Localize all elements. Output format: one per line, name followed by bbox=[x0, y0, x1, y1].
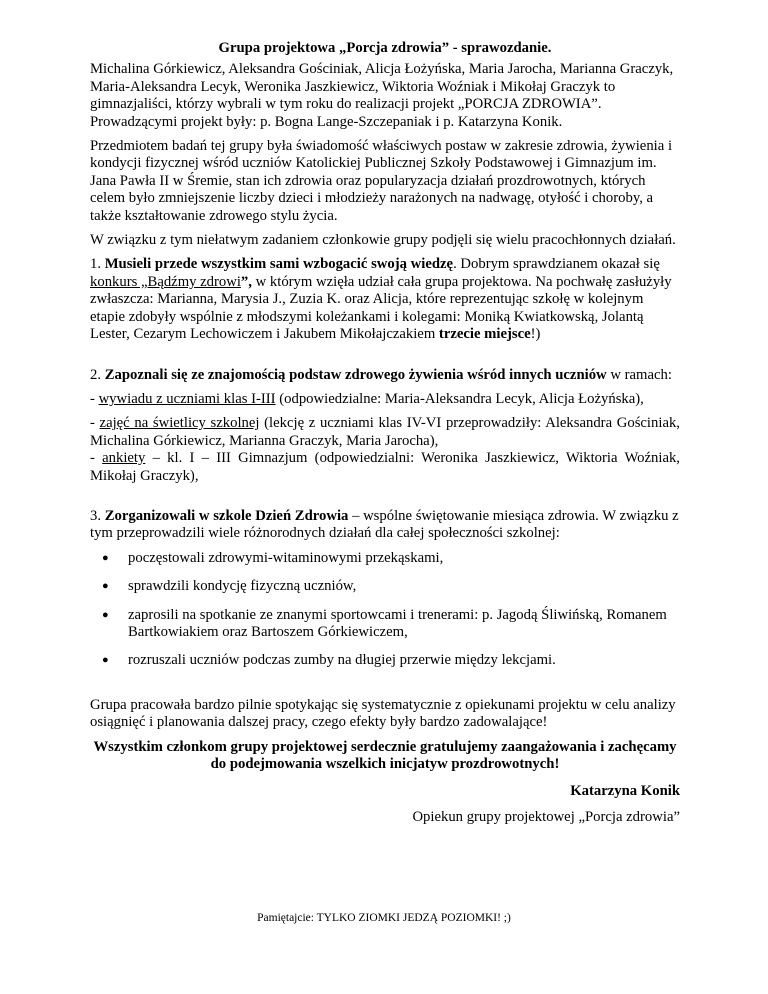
spacer bbox=[90, 681, 680, 697]
survey-link[interactable]: ankiety bbox=[102, 450, 146, 467]
section-3 bbox=[90, 508, 680, 543]
page-title: Grupa projektowa „Porcja zdrowia” - sprawozdanie. bbox=[218, 40, 552, 56]
section-1 bbox=[90, 256, 680, 343]
section-3-number: 3. bbox=[90, 507, 105, 524]
section-2-number: 2. bbox=[90, 366, 105, 383]
bullet-icon: ● bbox=[102, 654, 109, 667]
subject-paragraph: Przedmiotem badań tej grupy była świadomość właściwych postaw w zakresie zdrowia, żywienia i kondycji fizycznej wśród uczniów Katolickiej Publicznej Szkoły Podstawowej i Gimnazjum im. Jana Pawła II w Śremie, stan ich zdrowia oraz popularyzacja działań prozdrowotnych, których celem było zmniejszenie liczby dzieci i młodzieży narażonych na nadwagę, otyłość i choroby, a także kształtowanie zdrowego stylu życia. bbox=[90, 138, 673, 224]
section-1-heading: Musieli przede wszystkim sami wzbogacić swoją wiedzę bbox=[104, 256, 454, 273]
list-item bbox=[90, 578, 680, 595]
item-dash: - bbox=[90, 415, 100, 432]
section-1-quote-close: ”, bbox=[240, 273, 252, 290]
list-item bbox=[90, 550, 680, 567]
signature-role: Opiekun grupy projektowej „Porcja zdrowia” bbox=[412, 808, 680, 825]
list-item-text: rozruszali uczniów podczas zumby na długiej przerwie między lekcjami. bbox=[128, 652, 556, 669]
section-1-text-a: . Dobrym sprawdzianem okazał się bbox=[453, 256, 660, 273]
section-2-item-interview bbox=[90, 391, 680, 408]
section-1-text-c: !) bbox=[530, 326, 541, 343]
bullet-icon: ● bbox=[102, 608, 109, 621]
contest-link[interactable]: konkurs „Bądźmy zdrowi bbox=[90, 273, 241, 290]
intro-paragraph: Michalina Górkiewicz, Aleksandra Gościniak, Alicja Łożyńska, Maria Jarocha, Marianna Graczyk, Maria-Aleksandra Lecyk, Weronika Jaszkiewicz, Wiktoria Woźniak i Mikołaj Graczyk to gimnazjaliści, którzy wybrali w tym roku do realizacji projekt „PORCJA ZDROWIA”. Prowadzącymi projekt były: p. Bogna Lange-Szczepaniak i p. Katarzyna Konik. bbox=[90, 61, 674, 130]
section-1-number: 1. bbox=[90, 256, 105, 273]
section-1-text-b: w którym wzięła udział cała grupa projektowa. Na pochwałę zasłużyły zwłaszcza: Marianna, Marysia J., Zuzia K. oraz Alicja, które reprezentując szkołę w kolejnym etapie zdobyły wspólnie z młodszymi koleżankami i kolegami: Moniką Kwiatkowską, Jolantą Lester, Cezarym Lechowiczem i Jakubem Mikołajczakiem bbox=[90, 273, 672, 343]
section-2 bbox=[90, 367, 680, 384]
item-text: (lekcję z uczniami klas IV-VI przeprowadziły: Aleksandra Gościniak, Michalina Górkiewicz, Marianna Graczyk, Maria Jarocha), bbox=[90, 415, 680, 449]
summary-paragraph: Grupa pracowała bardzo pilnie spotykając się systematycznie z opiekunami projektu w celu analizy osiągnięć i planowania dalszej pracy, czego efekty były bardzo zadowalające! bbox=[90, 696, 676, 731]
spacer bbox=[90, 492, 680, 508]
tasks-intro-paragraph: W związku z tym niełatwym zadaniem członkowie grupy podjęli się wielu pracochłonnych działań. bbox=[90, 232, 676, 249]
list-item-text: sprawdzili kondycję fizyczną uczniów, bbox=[128, 578, 357, 595]
list-item-text: zaprosili na spotkanie ze znanymi sportowcami i trenerami: p. Jagodą Śliwińską, Romanem Bartkowiakiem oraz Bartoszem Górkiewiczem, bbox=[128, 606, 667, 640]
third-place-text: trzecie miejsce bbox=[438, 326, 531, 343]
congratulations-text: Wszystkim członkom grupy projektowej serdecznie gratulujemy zaangażowania i zachęcamy do podejmowania wszelkich inicjatyw prozdrowotnych! bbox=[93, 738, 677, 772]
bullet-icon: ● bbox=[102, 580, 109, 593]
section-3-heading: Zorganizowali w szkole Dzień Zdrowia bbox=[104, 507, 349, 524]
list-item bbox=[90, 652, 680, 669]
section-3-text: – wspólne świętowanie miesiąca zdrowia. W związku z tym przeprowadzili wiele różnorodnych działań dla całej społeczności szkolnej: bbox=[90, 507, 679, 542]
section-2-heading: Zapoznali się ze znajomością podstaw zdrowego żywienia wśród innych uczniów bbox=[104, 366, 607, 383]
list-item-text: poczęstowali zdrowymi-witaminowymi przekąskami, bbox=[128, 549, 444, 566]
section-2-item-survey bbox=[90, 450, 680, 485]
list-item bbox=[90, 607, 680, 642]
bullet-icon: ● bbox=[102, 551, 109, 564]
item-text: – kl. I – III Gimnazjum (odpowiedzialni: Weronika Jaszkiewicz, Wiktoria Woźniak, Mikołaj Graczyk), bbox=[90, 450, 680, 484]
item-dash: - bbox=[90, 390, 99, 407]
interview-link[interactable]: wywiadu z uczniami klas I-III bbox=[98, 390, 276, 407]
bullet-list bbox=[90, 550, 680, 670]
item-dash: - bbox=[90, 450, 103, 467]
classes-link[interactable]: zajęć na świetlicy szkolnej bbox=[99, 415, 260, 432]
document-page bbox=[90, 40, 680, 826]
section-2-text: w ramach: bbox=[606, 366, 672, 383]
spacer bbox=[90, 351, 680, 367]
item-text: (odpowiedzialne: Maria-Aleksandra Lecyk, Alicja Łożyńska), bbox=[275, 390, 644, 407]
section-2-item-classes bbox=[90, 415, 680, 450]
signature-name: Katarzyna Konik bbox=[570, 783, 680, 800]
footer-note: Pamiętajcie: TYLKO ZIOMKI JEDZĄ POZIOMKI! ;) bbox=[257, 912, 511, 924]
